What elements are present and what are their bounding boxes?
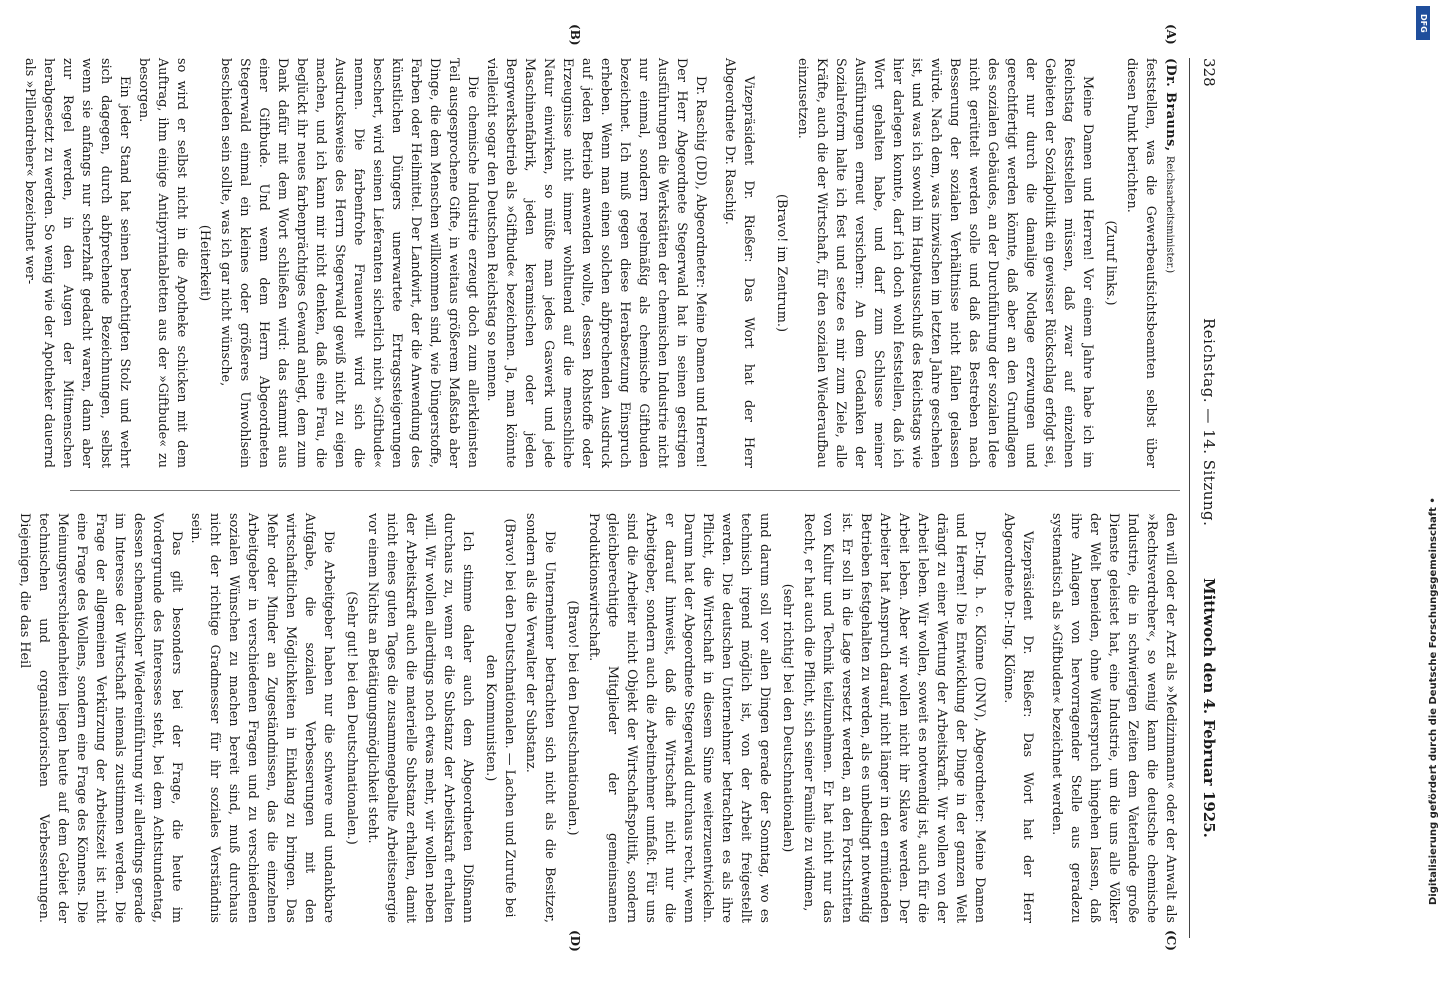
interjection: (Bravo! bei den Deutschnationalen.) xyxy=(565,600,580,836)
column-divider xyxy=(70,490,1180,491)
paragraph: Ein jeder Stand hat seinen berechtigten Stolz und wehrt sich dagegen, durch abfprechende Bezeichnungen, selbst wenn sie anfangs nur scherzhaft gedacht waren, dann aber zur Regel werden, in den Augen der Mitmenschen herabgesetzt zu werden. So wenig wie der Apotheker dauernd als »Pillendreher« bezeichnet wer- xyxy=(22,58,132,468)
page-number: 328 xyxy=(1200,58,1218,87)
interjection: (Zuruf links.) xyxy=(1103,220,1118,306)
speaker-role: Reichsarbeitsminister.) xyxy=(1164,155,1175,274)
session-date: Mittwoch den 4. Februar 1925. xyxy=(1200,578,1218,838)
speaker-continuation xyxy=(1160,58,1180,468)
session-title: Reichstag. — 14. Sitzung. xyxy=(1200,318,1218,527)
dfg-logo: DFG xyxy=(1416,6,1430,40)
right-column xyxy=(15,513,1180,923)
chair-announcement: Vizepräsident Dr. Rießer: Das Wort hat der Herr Abgeordnete Dr.-Ing. Klönne. xyxy=(1001,513,1035,923)
margin-mark-b: (B) xyxy=(568,24,582,46)
chair-announcement: Vizepräsident Dr. Rießer: Das Wort hat der Herr Abgeordnete Dr. Raschig. xyxy=(722,58,756,468)
header-rule xyxy=(1189,58,1190,938)
interjection: (Bravo! bei den Deutschnationalen. — Lachen und Zurufe bei den Kommunisten.) xyxy=(483,518,517,918)
paragraph: Meine Damen und Herren! Vor einem Jahre habe ich im Reichstag feststellen müssen, daß zwar auf einzelnen Gebieten der Sozialpolitik ein gewisser Rückschlag erfolgt sei, der nur durch die damalige Notlage erzwungen und gerechtfertigt werden könnte, daß aber an den Grundlagen des sozialen Gebäudes, an der Durchführung der sozialen Idee nicht gerüttelt werden solle und daß das Bestreben nach Besserung der sozialen Verhältnisse nicht fallen gelassen würde. Nach dem, was inzwischen im letzten Jahre geschehen ist, und was ich sowohl im Hauptausschuß des Reichstags wie hier darlegen konnte, darf ich doch wohl feststellen, daß ich Wort gehalten habe, und darf zum Schlusse meiner Ausführungen erneut versichern: An dem Gedanken der Sozialreform halte ich fest und setze es mir zum Ziele, alle Kräfte, auch die der Wirtschaft, für den sozialen Wiederaufbau einzusetzen. xyxy=(795,58,1095,468)
paragraph: so wird er selbst nicht in die Apotheke schicken mit dem Auftrag, ihm einige Antipyrintabletten aus der »Giftbude« zu besorgen. xyxy=(136,58,189,468)
interjection: (Bravo! im Zentrum.) xyxy=(774,194,789,332)
digitization-credit xyxy=(1414,0,1439,1000)
paragraph: Die Arbeitgeber haben nur die schwere und undankbare Aufgabe, die sozialen Verbesserungen mit den wirtschaftlichen Möglichkeiten in Einklang zu bringen. Das Mehr oder Minder an Zugeständnissen, das die einzelnen Arbeitgeber in verschiedenen Fragen und zu verschiedenen sozialen Wünschen zu machen bereit sind, muß durchaus nicht der richtige Gradmesser für ihr soziales Verständnis sein. xyxy=(188,513,336,923)
paragraph: Die chemische Industrie erzeugt doch zum allerkleinsten Teil ausgesprochene Gifte, in weitaus größerem Maßstab aber Dinge, die dem Menschen willkommen sind, wie Düngerstoffe, Farben oder Heilmittel. Der Landwirt, der die Anwendung des künstlichen Düngers unerwartete Ertragssteigerungen beschert, wird seinen Lieferanten sicherlich nicht »Giftbude« nennen. Die farbenfrohe Frauenwelt wird sich die Ausdrucksweise des Herrn Stegerwald gewiß nicht zu eigen machen, und ich kann mir nicht denken, daß eine Frau, die beglückt ihr neues farbenprächtiges Gewand anlegt, dem zum Dank dafür mit dem Wort schließen wird: das stammt aus einer Giftbude. Und wenn dem Herrn Abgeordneten Stegerwald einmal ein kleines oder größeres Unwohlsein beschieden sein sollte, was ich gar nicht wünsche, xyxy=(218,58,480,468)
margin-mark-c: (C) xyxy=(1164,930,1178,951)
margin-mark-a: (A) xyxy=(1164,24,1178,45)
speech-paragraph: Dr. Raschig (DD), Abgeordneter: Meine Damen und Herren! Der Herr Abgeordnete Stegerwald hat in seinen gestrigen Ausführungen die Werkstätten der chemischen Industrie nicht nur einmal, sondern regelmäßig als chemische Giftbuden bezeichnet. Ich muß gegen diese Herabsetzung Einspruch erheben. Wenn man einen solchen abfprechenden Ausdruck auf jeden Betrieb anwenden wollte, dessen Rohstoffe oder Erzeugnisse nicht immer wohltuend auf die menschliche Natur einwirken, so müßte man jedes Gaswerk und jede Maschinenfabrik, jeden keramischen oder jeden Bergwerksbetrieb als »Giftbude« bezeichnen. Ja, man könnte vielleicht sogar den Deutschen Reichstag so nennen. xyxy=(484,58,708,468)
interjection: (Sehr gut! bei den Deutschnationalen.) xyxy=(344,591,359,845)
paragraph: Die Unternehmer betrachten sich nicht als die Besitzer, sondern als die Verwalter der Substanz. xyxy=(523,513,557,923)
paragraph: feststellen, was die Gewerbeaufsichtsbeamten selbst über diesen Punkt berichten. xyxy=(1124,58,1158,468)
document-page xyxy=(17,24,1222,952)
interjection: (Heiterkeit) xyxy=(197,224,212,302)
paragraph: den will oder der Arzt als »Medizinmann« oder der Anwalt als »Rechtsverdreher«, so wenig kann die deutsche chemische Industrie, die in schwierigen Zeiten dem Vaterlande große Dienste geleistet hat, eine Industrie, um die uns alle Völker der Welt beneiden, ohne Widerspruch hingehen lassen, daß ihre Anlagen von hervorragender Stelle aus geradezu systematisch als »Giftbuden« bezeichnet werden. xyxy=(1049,513,1178,923)
speech-paragraph: Dr.-Ing. h. c. Klönne (DNV), Abgeordneter: Meine Damen und Herren! Die Entwicklung der Dinge in der ganzen Welt drängt zu einer Wertung der Arbeitskraft. Wir wollen von der Arbeit leben. Wir wollen, soweit es notwendig ist, auch für die Arbeit leben. Aber wir wollen nicht ihr Sklave werden. Der Arbeiter hat Anspruch darauf, nicht länger in den ermüdenden Betrieben festgehalten zu werden, als es unbedingt notwendig ist. Er soll in die Lage versetzt werden, an den Fortschritten von Kultur und Technik teilzunehmen. Er hat nicht nur das Recht, er hat auch die Pflicht, sich seiner Familie zu widmen, xyxy=(801,513,987,923)
dfg-credit-text: Digitalisierung gefördert durch die Deutsche Forschungsgemeinschaft • xyxy=(1428,497,1439,905)
speaker-name: (Dr. Brauns, xyxy=(1163,58,1178,152)
paragraph: Das gilt besonders bei der Frage, die heute im Vordergrunde des Interesses steht, bei dem Achtstundentag, dessen schematischer Wiedereinführung wir allerdings gerade im Interesse der Wirtschaft niemals zustimmen werden. Die Frage der allgemeinen Verkürzung der Arbeitszeit ist nicht eine Frage des Wollens, sondern eine Frage des Könnens. Die Meinungsverschiedenheiten liegen heute auf dem Gebiet der technischen und organisatorischen Verbesserungen. Diejenigen, die das Heil xyxy=(17,513,184,923)
paragraph: Ich stimme daher auch dem Abgeordneten Dißmann durchaus zu, wenn er die Substanz der Arbeitskraft erhalten will. Wir wollen allerdings noch etwas mehr, wir wollen neben der Arbeitskraft auch die materielle Substanz erhalten, damit nicht eines guten Tages die zusammengeballte Arbeitsenergie vor einem Nichts an Betätigungsmöglichkeit steht. xyxy=(365,513,475,923)
paragraph: und darum soll vor allen Dingen gerade der Sonntag, wo es technisch irgend möglich ist, von der Arbeit freigestellt werden. Die deutschen Unternehmer betrachten es als ihre Pflicht, die Wirtschaft in diesem Sinne weiterzuentwickeln. Darum hat der Abgeordnete Stegerwald durchaus recht, wenn er darauf hinweist, daß die Wirtschaft nicht nur die Arbeitgeber, sondern auch die Arbeitnehmer umfaßt. Für uns sind die Arbeiter nicht Objekt der Wirtschaftspolitik, sondern gleichberechtigte Mitglieder der gemeinsamen Produktionswirtschaft. xyxy=(586,513,772,923)
left-column xyxy=(20,58,1180,468)
interjection: (sehr richtig! bei den Deutschnationalen) xyxy=(780,583,795,853)
margin-mark-d: (D) xyxy=(568,930,582,952)
page-header xyxy=(1192,58,1222,938)
